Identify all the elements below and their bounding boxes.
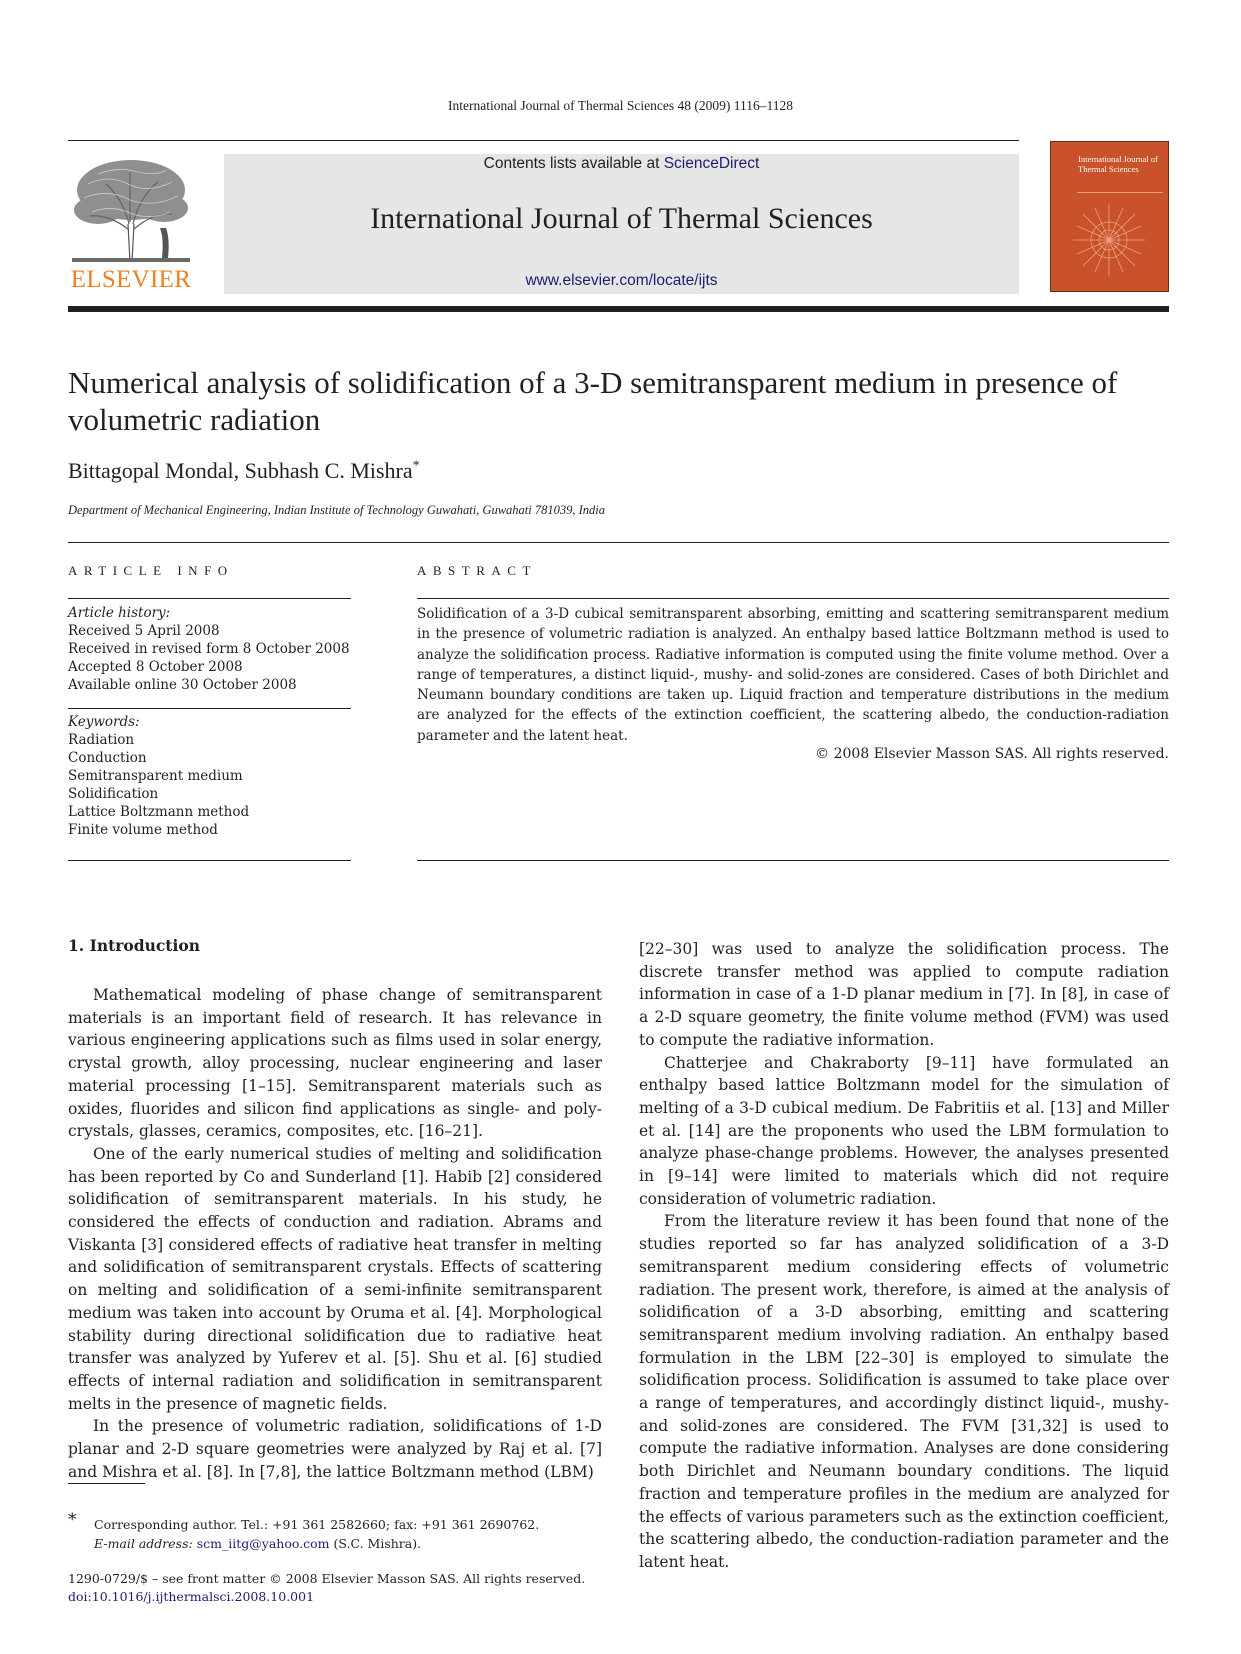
- body-right-column: [639, 938, 1169, 1574]
- footnote: [68, 1510, 540, 1553]
- email-link[interactable]: scm_iitg@yahoo.com: [196, 1536, 330, 1551]
- article-info-bottom-rule: [68, 860, 351, 861]
- sciencedirect-link[interactable]: ScienceDirect: [663, 155, 760, 172]
- footnote-corresponding: Corresponding author. Tel.: +91 361 2582660; fax: +91 361 2690762.: [94, 1517, 540, 1532]
- corresponding-author-mark[interactable]: *: [412, 458, 420, 474]
- abstract-text: Solidification of a 3-D cubical semitransparent absorbing, emitting and scattering semitransparent medium in the presence of volumetric radiation is analyzed. An enthalpy based lattice Boltzmann method is used to analyze the solidification process. Radiative information is computed using the finite volume method. Over a range of temperatures, a distinct liquid-, mushy- and solid-zones are considered. Cases of both Dirichlet and Neumann boundary conditions are taken up. Liquid fraction and temperature distributions in the medium are analyzed for the effects of the extinction coefficient, the scattering albedo, the conduction-radiation parameter and the latent heat.: [417, 606, 1169, 744]
- affiliation: Department of Mechanical Engineering, Indian Institute of Technology Guwahati, Guwahati 781039, India: [68, 503, 605, 517]
- history-item: Received 5 April 2008: [68, 623, 220, 639]
- body-paragraph: One of the early numerical studies of melting and solidification has been reported by Co and Sunderland [1]. Habib [2] considered solidification of semitransparent materials. In his study, he considered the effects of conduction and radiation. Abrams and Viskanta [3] considered effects of radiative heat transfer in melting and solidification of semitransparent crystals. Effects of scattering on melting and solidification of a semi-infinite semitransparent medium was taken into account by Oruma et al. [4]. Morphological stability during directional solidification due to radiative heat transfer was analyzed by Yuferev et al. [5]. Shu et al. [6] studied effects of internal radiation and solidification in semitransparent melts in the presence of magnetic fields.: [68, 1144, 602, 1413]
- footnote-star: *: [68, 1510, 77, 1530]
- cover-title: International Journal of Thermal Sciences: [1078, 154, 1158, 174]
- journal-cover: [1050, 141, 1169, 292]
- article-history: [68, 604, 350, 694]
- journal-banner: [224, 154, 1019, 294]
- body-left-column: [68, 984, 602, 1483]
- body-paragraph: [22–30] was used to analyze the solidification process. The discrete transfer method was applied to compute radiation information in case of a 1-D planar medium in [7]. In [8], in case of a 2-D square geometry, the finite volume method (FVM) was used to compute the radiative information.: [639, 940, 1169, 1049]
- contents-prefix: Contents lists available at: [483, 155, 664, 172]
- abstract-copyright: © 2008 Elsevier Masson SAS. All rights reserved.: [815, 746, 1169, 762]
- journal-url-link[interactable]: www.elsevier.com/locate/ijts: [525, 272, 718, 289]
- body-paragraph: Chatterjee and Chakraborty [9–11] have formulated an enthalpy based lattice Boltzmann model for the simulation of melting of a 3-D cubical medium. De Fabritiis et al. [13] and Miller et al. [14] are the proponents who used the LBM formulation to analyze phase-change problems. However, the analyses presented in [9–14] were limited to materials which did not require consideration of volumetric radiation.: [639, 1053, 1169, 1208]
- body-paragraph: In the presence of volumetric radiation, solidifications of 1-D planar and 2-D square geometries were analyzed by Raj et al. [7] and Mishra et al. [8]. In [7,8], the lattice Boltzmann method (LBM): [68, 1417, 602, 1481]
- article-title: Numerical analysis of solidification of a 3-D semitransparent medium in presence of volumetric radiation: [68, 365, 1118, 437]
- journal-name: International Journal of Thermal Sciences: [370, 202, 873, 235]
- email-owner: (S.C. Mishra).: [333, 1536, 422, 1551]
- elsevier-tree-icon: [68, 154, 194, 266]
- article-info-heading: ARTICLE INFO: [68, 563, 234, 578]
- history-item: Available online 30 October 2008: [68, 677, 297, 693]
- section-heading-introduction: 1. Introduction: [68, 936, 200, 955]
- author-line: [68, 458, 420, 484]
- keyword: Solidification: [68, 786, 159, 802]
- authors: Bittagopal Mondal, Subhash C. Mishra: [68, 458, 413, 483]
- abstract-heading: ABSTRACT: [417, 563, 537, 578]
- body-paragraph: From the literature review it has been found that none of the studies reported so far has analyzed solidification of a 3-D semitransparent medium considering effects of volumetric radiation. The present work, therefore, is aimed at the analysis of solidification of a 3-D absorbing, emitting and scattering semitransparent medium involving radiation. An enthalpy based formulation in the LBM [22–30] is employed to simulate the solidification process. Solidification is assumed to take place over a range of temperatures, and accordingly distinct liquid-, mushy- and solid-zones are considered. The FVM [31,32] is used to compute the radiative information. Analyses are done considering both Dirichlet and Neumann boundary conditions. The liquid fraction and temperature profiles in the medium are analyzed for the effects of various parameters such as the extinction coefficient, the scattering albedo, the conduction-radiation parameter and the latent heat.: [639, 1212, 1169, 1571]
- masthead-rule: [68, 306, 1169, 312]
- keyword: Finite volume method: [68, 822, 218, 838]
- header-rule: [68, 140, 1019, 141]
- keyword: Conduction: [68, 750, 147, 766]
- email-label: E-mail address:: [94, 1536, 193, 1551]
- cover-divider: [1077, 192, 1163, 193]
- doi-link[interactable]: doi:10.1016/j.ijthermalsci.2008.10.001: [68, 1589, 315, 1604]
- history-item: Received in revised form 8 October 2008: [68, 641, 350, 657]
- history-label: Article history:: [68, 605, 171, 621]
- front-matter: [68, 1570, 585, 1606]
- cover-art-icon: [1069, 200, 1149, 280]
- article-info-rule: [68, 598, 351, 599]
- keyword: Lattice Boltzmann method: [68, 804, 250, 820]
- body-paragraph: Mathematical modeling of phase change of semitransparent materials is an important field of research. It has relevance in various engineering applications such as films used in solar energy, crystal growth, alloy processing, nuclear engineering and laser material processing [1–15]. Semitransparent materials such as oxides, fluorides and silicon find applications as single- and poly-crystals, glasses, ceramics, composites, etc. [16–21].: [68, 986, 602, 1141]
- abstract-bottom-rule: [417, 860, 1169, 861]
- keywords: [68, 713, 249, 839]
- history-item: Accepted 8 October 2008: [68, 659, 243, 675]
- journal-citation: International Journal of Thermal Sciences 48 (2009) 1116–1128: [447, 98, 794, 113]
- title-rule: [68, 542, 1169, 543]
- elsevier-wordmark: ELSEVIER: [70, 266, 192, 293]
- contents-line: [224, 154, 1019, 174]
- footnote-email-line: [68, 1534, 539, 1553]
- issn-line: 1290-0729/$ – see front matter © 2008 Elsevier Masson SAS. All rights reserved.: [68, 1571, 586, 1586]
- elsevier-logo: [68, 154, 198, 294]
- keyword: Radiation: [68, 732, 135, 748]
- footnote-rule: [68, 1483, 145, 1484]
- keyword: Semitransparent medium: [68, 768, 243, 784]
- history-rule: [68, 708, 351, 709]
- keywords-label: Keywords:: [68, 714, 140, 730]
- abstract-rule: [417, 598, 1169, 599]
